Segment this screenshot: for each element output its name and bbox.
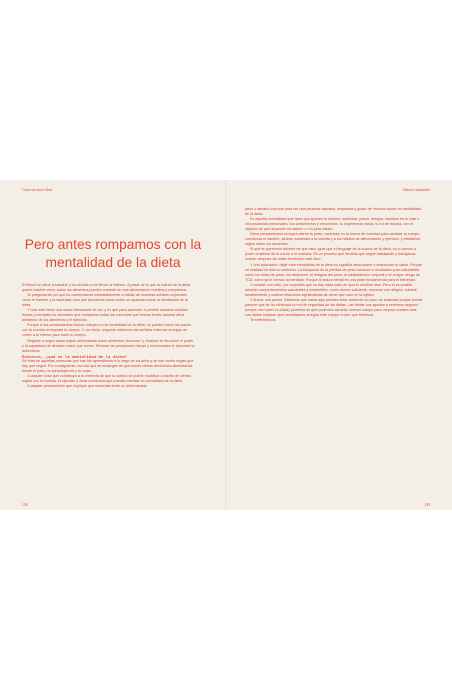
chapter-title-line-2: mentalidad de la dieta bbox=[45, 254, 181, 270]
paragraph: Negarse a seguir estas reglas alimentarias sobre alimentos «buenos» y «malos» te devuelve el poder y la capacidad de decisión sobre qué comer. Eliminar las privaciones físicas y emocionales te devuelve la autonomía. bbox=[22, 338, 195, 353]
chapter-title-line-1: Pero antes rompamos con la bbox=[24, 237, 202, 252]
paragraph: Cualquier pensamiento que implique que necesitas tener un determinado bbox=[27, 383, 147, 388]
paragraph: Te entendemos. bbox=[250, 318, 277, 323]
left-page-number: 138 bbox=[22, 503, 28, 507]
paragraph: Cualquier cosa que contribuya a la creencia de que tu cuerpo se puede modificar a través de ciertas reglas con la comida, el ejercicio y otras conductas que puedas cambiar es mentalidad de la dieta. bbox=[22, 373, 191, 383]
paragraph: Te preguntarás por qué no comenzamos inmediatamente a hablar de nuestras señales corporales como el hambre y la saciedad, sino que decidimos hacer antes un apartado sobre la mentalidad de la dieta. bbox=[22, 293, 188, 308]
paragraph: Es aquella mentalidad que hace que ignores tu hambre, saciedad, placer, antojos, cambios en tu vida o circunstancias personales, tus sentimientos y emociones, tu experiencia vivida, tu rol de trauma, con el objetivo de que alcances «la salud» o «tu peso ideal». bbox=[245, 217, 419, 232]
paragraph: Si que te queremos advertir de que esto, igual que el lenguaje de la cultura de la dieta, no lo vamos a poder erradicar de la noche a la mañana. Es un proceso que tendrás que seguir trabajando y trabajando incluso después de haber terminado este libro. bbox=[245, 247, 416, 262]
right-body-text bbox=[245, 207, 423, 323]
paragraph: Y todo esto tiene una razón interesante de ser, y es que para aprender a percibir nuestras señales físicas y mentales es necesario que rompamos todas las creencias que hemos tenido durante años alrededor de los alimentos y el ejercicio. bbox=[22, 308, 188, 323]
paragraph: Se trata de aquellas creencias que has ido aprendiendo a lo largo de los años y se han vuelto reglas que hay que seguir. Por consiguiente, son las que se encargan de que tomes ciertas decisiones alimentarias desde el juicio, la autoexigencia y la culpa. bbox=[22, 358, 194, 373]
right-page-number: 139 bbox=[424, 503, 430, 507]
gutter bbox=[225, 180, 227, 510]
paragraph: Porque si los pensamientos tóxicos influyen en la mentalidad de la dieta, no puedes hacer las paces con la comida ni respetar tu cuerpo. Y, por tanto, seguirás utilizando las señales externas en lugar de volver a tu interior para nutrir tu cuerpo. bbox=[22, 323, 191, 338]
right-running-head: Sabores sanpendes bbox=[402, 188, 430, 192]
left-body-text bbox=[22, 283, 196, 389]
paragraph: Estos pensamientos incluyen alterar tu peso, centrarse en la fuerza de voluntad para cambiar tu cuerpo, cuestionar el hambre, atribuir moralidad a la comida y a los hábitos de alimentación y ejercicio, y establecer reglas sobre los alimentos. bbox=[245, 232, 421, 247]
left-running-head: Come sin hacer dieta bbox=[22, 188, 53, 192]
section-subheading: Entonces, ¿qué es la mentalidad de la dieta? bbox=[22, 353, 127, 359]
paragraph: Y ahora, una pausa. Sabemos que hasta aquí puedes estar sintiendo un poco de ansiedad porque puede parecer que se ha eliminado la red de seguridad de las dietas. Las dietas nos ayudan a sentirnos seguros porque nos hacen la (falsa) promesa de que podemos cambiar nuestro cuerpo para mejorar nuestra vida. Las dietas implican que necesitamos arreglar este cuerpo «roto» que tenemos. bbox=[245, 297, 423, 317]
paragraph: Y cuidado con esto, por supuesto que no hay nada malo en querer sentirse bien. Pero sí es posible adoptar comportamientos saludables y sostenibles, como dormir suficiente, moverse con alegría, nutrirse amablemente y cultivar relaciones significativas sin tener que caer en la rigidez. bbox=[245, 282, 417, 297]
paragraph: El bitcoil no viene a salvarte y los dónuts no te llevan al infierno. A pesar de lo que la cultura de la dieta quiere hacerte creer, todos los alimentos pueden coexistir en una alimentación nutritiva y compasiva. bbox=[22, 283, 190, 293]
paragraph: Y una aclaración: dejar esta mentalidad de la dieta no significa descuidarte o abandonar tu salud. Porque en realidad es todo lo contrario. La búsqueda de la pérdida de peso conduce a resultados poco saludables como los ciclos de peso, los atracones, el estigma del peso, la insatisfacción corporal y un mayor riesgo de TCA, como ya te hemos comentado. Porque la salud mental es una parte fundamental para el bienestar. bbox=[245, 262, 422, 282]
chapter-title bbox=[22, 236, 204, 271]
book-spread bbox=[0, 180, 452, 510]
paragraph: peso o tamaño corporal para ser una persona valorada, respetada y gozar de «buena salud» es mentalidad de la dieta. bbox=[245, 207, 421, 217]
